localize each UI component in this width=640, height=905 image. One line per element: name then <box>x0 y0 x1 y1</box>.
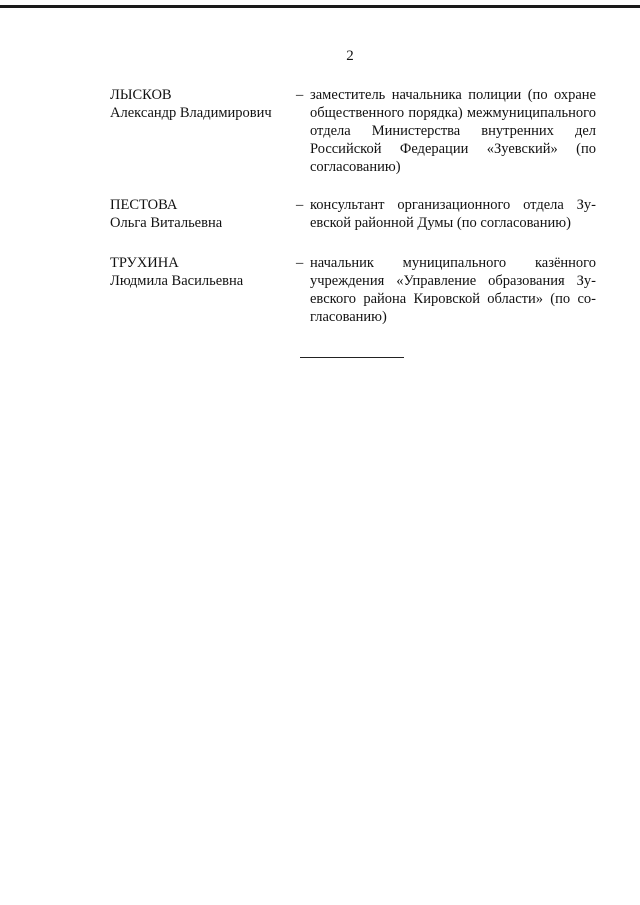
page-number: 2 <box>346 48 354 64</box>
given-names: Ольга Витальевна <box>110 215 223 231</box>
top-border-rule <box>0 5 640 8</box>
closing-rule <box>300 357 404 358</box>
dash-separator: – <box>296 255 304 271</box>
given-names: Людмила Васильевна <box>110 273 244 289</box>
dash-separator: – <box>296 197 304 213</box>
person-name <box>110 254 296 290</box>
given-names: Александр Владимирович <box>110 105 272 121</box>
surname: ЛЫСКОВ <box>110 87 172 103</box>
person-name <box>110 196 296 232</box>
position-description: заместитель начальника полиции (по охране общественного порядка) межмуниципального отдела Министерства внутренних дел Российской Федерации «Зуевский» (по согласованию) <box>310 87 596 175</box>
list-item <box>110 196 596 232</box>
position-description: консультант организационного отдела Зуевской районной Думы (по согласованию) <box>310 197 596 231</box>
surname: ПЕСТОВА <box>110 197 178 213</box>
list-item <box>110 254 596 326</box>
position-description: начальник муниципального казённого учреждения «Управление образования Зуевского района Кировской области» (по согласованию) <box>310 255 596 325</box>
list-item <box>110 86 596 176</box>
person-name <box>110 86 296 122</box>
surname: ТРУХИНА <box>110 255 179 271</box>
members-list <box>110 86 596 346</box>
dash-separator: – <box>296 87 304 103</box>
